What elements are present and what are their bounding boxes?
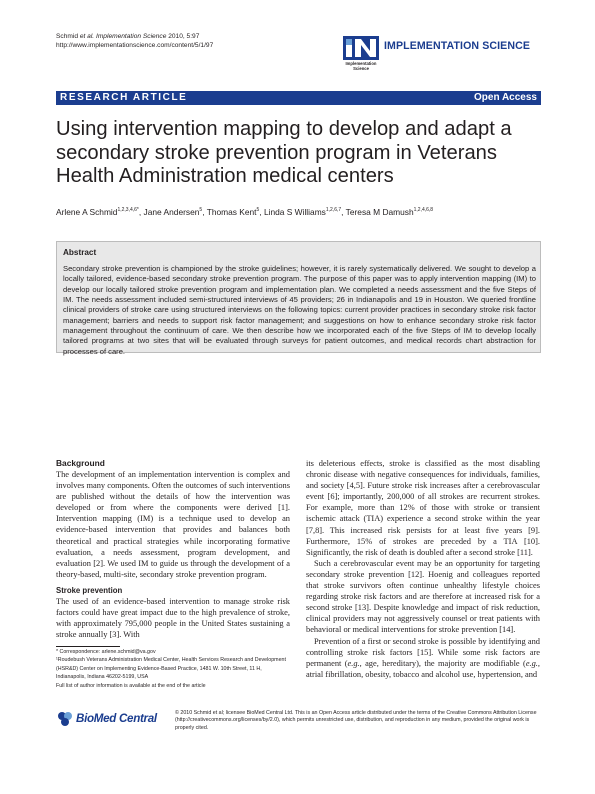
biomed-central-logo bbox=[56, 709, 166, 729]
correspondence-note: * Correspondence: arlene.schmid@va.gov bbox=[56, 649, 156, 655]
citation-etal: et al. bbox=[79, 33, 95, 40]
author-list bbox=[56, 207, 546, 217]
article-title: Using intervention mapping to develop and adapt a secondary stroke prevention program in Veterans Health Administration medical centers bbox=[56, 118, 512, 188]
author-separator: , bbox=[138, 207, 144, 217]
author-name: Teresa M Damush bbox=[345, 207, 414, 217]
journal-logo-subtext: Implementation Science bbox=[345, 61, 377, 71]
body-paragraph-3-eg-1: e.g. bbox=[347, 658, 360, 668]
author-name: Jane Andersen bbox=[143, 207, 200, 217]
background-paragraph: The development of an implementation intervention is complex and involves many components. Often the outcomes of such interventions are published without the details of how the intervention was developed or from where the components were derived [1]. Intervention mapping (IM) is a technique used to develop an evidence-based intervention that provides and balances both theoretical and practical strategies while incorporating formative evaluation, a needs assessment, program development, and evaluation [2]. We used IM to guide us through the development of a theory-based, multi-site, secondary stroke prevention program. bbox=[56, 470, 290, 579]
author-affiliation: 1,2,4,6,8 bbox=[413, 207, 434, 214]
author-affiliation: 5 bbox=[199, 207, 203, 214]
copyright-notice: © 2010 Schmid et al; licensee BioMed Central Ltd. This is an Open Access article distributed under the terms of the Creative Commons Attribution License (http://creativecommons.org/licenses/by/2.0), which permits unrestricted use, distribution, and reproduction in any medium, provided the original work is properly cited. bbox=[175, 710, 537, 731]
author-separator: , bbox=[259, 207, 264, 217]
body-paragraph-3-part-c: , atrial fibrillation, obesity, tobacco and alcohol use, hypertension, and bbox=[306, 658, 540, 679]
affiliation-note: ¹Roudebush Veterans Administration Medical Center, Health Services Research and Development (HSR&D) Center on Implementing Evidence-Based Practice, 1481 W. 10th Street, 11 H, Indianapolis, Indiana 46202-5199, USA bbox=[56, 657, 286, 681]
running-header bbox=[56, 32, 213, 51]
stroke-prevention-paragraph: The used of an evidence-based intervention to manage stroke risk factors could have great impact due to the high prevalence of stroke, with approximately 795,000 people in the United States sustaining a stroke annually [3]. With bbox=[56, 596, 290, 640]
article-type-banner bbox=[56, 91, 541, 105]
author-affiliation: 5 bbox=[256, 207, 260, 214]
body-paragraph-3 bbox=[306, 636, 540, 680]
citation-journal: Implementation Science bbox=[95, 33, 167, 40]
body-paragraph-3-eg-2: e.g. bbox=[525, 658, 538, 668]
author-name: Thomas Kent bbox=[206, 207, 257, 217]
body-paragraph-1: its deleterious effects, stroke is classified as the most disabling chronic disease with negative consequences for individuals, families, and society [4,5]. Future stroke risk increases after a cerebrovascular event [6]; importantly, 200,000 of all strokes are recurrent strokes. For example, more than 12% of those with stroke or transient ischemic attack (TIA) experience a second stroke within the year [7,8]. This increased risk persists for at least five years [9]. Furthermore, 15% of strokes are preceded by a TIA [10]. Significantly, the risk of death is doubled after a second stroke [11]. bbox=[306, 459, 540, 557]
author-name: Linda S Williams bbox=[263, 207, 326, 217]
body-paragraph-3-part-a: Prevention of a first or second stroke is possible by identifying and controlling stroke risk factors [15]. While some risk factors are permanent ( bbox=[306, 636, 540, 668]
background-heading: Background bbox=[56, 458, 105, 468]
abstract-heading: Abstract bbox=[63, 248, 97, 257]
right-column bbox=[306, 458, 540, 680]
journal-logo bbox=[343, 36, 543, 78]
author-affiliation: 1,2,3,4,6* bbox=[117, 207, 139, 214]
full-list-note: Full list of author information is available at the end of the article bbox=[56, 682, 206, 689]
citation-rest: 2010, 5:97 bbox=[168, 33, 200, 40]
abstract-text: Secondary stroke prevention is championed by the stroke guidelines; however, it is rarely systematically delivered. We sought to develop a locally tailored, evidence-based secondary stroke prevention program. The purpose of this paper was to apply intervention mapping (IM) to develop our locally tailored stroke prevention program and implementation plan. We completed a needs assessment and the five Steps of IM. The needs assessment included semi-structured interviews of 45 providers; 26 in Indianapolis and 19 in Houston. We queried frontline clinical providers of stroke care using structured interviews on the following topics: current provider practices in secondary stroke risk factor management; barriers and needs to support risk factor management; and suggestions on how to enhance secondary stroke risk factor management throughout the continuum of care. We then describe how we incorporated each of the five Steps of IM to develop locally tailored programs at two sites that will be evaluated through surveys for patient outcomes, and medical records chart abstraction for processes of care. bbox=[63, 264, 536, 356]
footnotes bbox=[56, 648, 292, 690]
biomed-central-text: BioMed Central bbox=[76, 712, 157, 725]
article-url[interactable]: http://www.implementationscience.com/content/5/1/97 bbox=[56, 42, 214, 50]
author-separator: , bbox=[202, 207, 207, 217]
author-name: Arlene A Schmid bbox=[56, 207, 118, 217]
citation-line bbox=[56, 32, 213, 41]
article-type-label: RESEARCH ARTICLE bbox=[60, 92, 188, 103]
body-paragraph-2: Such a cerebrovascular event may be an opportunity for targeting secondary stroke prevention [12]. Hoenig and colleagues reported that stroke survivors often continue unhealthy lifestyle choices regarding stroke risk factors and are therefore at increased risk for a second stroke [13]. Despite knowledge and impact of risk reduction, clinical providers may not aggressively counsel or treat patients with behavioral or medical interventions for stroke prevention [14]. bbox=[306, 558, 540, 635]
journal-logo-icon bbox=[343, 36, 379, 60]
left-column bbox=[56, 458, 290, 640]
open-access-label: Open Access bbox=[474, 92, 537, 103]
author-separator: , bbox=[341, 207, 346, 217]
author-affiliation: 1,2,6,7 bbox=[325, 207, 342, 214]
biomed-central-icon bbox=[56, 711, 74, 732]
citation-author: Schmid bbox=[56, 33, 78, 40]
body-paragraph-3-part-b: , age, hereditary), the majority are modifiable ( bbox=[359, 658, 526, 668]
abstract-box bbox=[56, 241, 541, 356]
footnote-rule bbox=[56, 646, 120, 647]
journal-logo-text: IMPLEMENTATION SCIENCE bbox=[384, 40, 531, 52]
stroke-prevention-heading: Stroke prevention bbox=[56, 585, 123, 595]
